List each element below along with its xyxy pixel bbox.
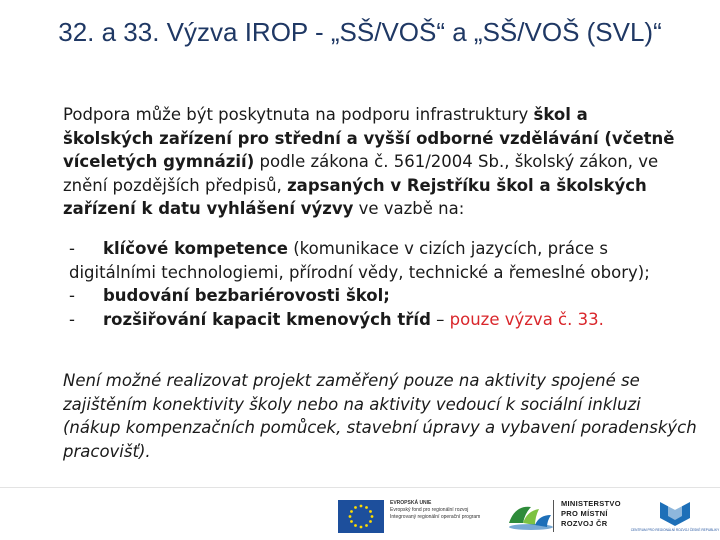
footer-logos (0, 490, 720, 540)
list-item-bold: klíčové kompetence (103, 239, 288, 258)
intro-bold-1: škol a školských zařízení pro střední a vyšší odborné vzdělávání (včetně víceletých gymnázií) (63, 105, 675, 171)
mmr-caption-line3: ROZVOJ ČR (561, 519, 608, 528)
list-item (63, 237, 683, 284)
list-item-text: (komunikace v cizích jazycích, práce s digitálními technologiemi, přírodní vědy, technické a řemeslné obory); (69, 239, 650, 282)
crr-logo-icon (630, 498, 720, 534)
list-item-red-note: pouze výzva č. 33. (449, 309, 604, 329)
eu-caption-line1: EVROPSKÁ UNIE (390, 500, 432, 506)
footer-divider (0, 487, 720, 488)
bullet-list (63, 237, 683, 331)
mmr-caption-line1: MINISTERSTVO (561, 499, 621, 508)
intro-text-3: ve vazbě na: (353, 199, 465, 218)
list-dash: - (69, 239, 75, 258)
mmr-caption (561, 499, 631, 529)
list-item (63, 308, 683, 332)
intro-paragraph (63, 103, 683, 221)
mmr-logo-icon (505, 499, 557, 533)
eu-flag-icon (338, 500, 384, 533)
crr-caption: CENTRUM PRO REGIONÁLNÍ ROZVOJ ČESKÉ REPUBLIKY (630, 528, 720, 532)
slide-title: 32. a 33. Výzva IROP - „SŠ/VOŠ“ a „SŠ/VOŠ (SVL)“ (58, 17, 662, 47)
note-paragraph: Není možné realizovat projekt zaměřený pouze na aktivity spojené se zajištěním konektivity školy nebo na aktivity vedoucí k sociální inkluzi (nákup kompenzačních pomůcek, stavební úpravy a vybavení poradenských pracovišť). (63, 371, 697, 461)
list-dash: - (69, 286, 75, 305)
eu-caption-line2: Evropský fond pro regionální rozvoj (390, 507, 469, 513)
intro-text-1: Podpora může být poskytnuta na podporu infrastruktury (63, 105, 534, 124)
eu-caption (390, 500, 500, 521)
list-item-text: – (430, 309, 450, 329)
intro-bold-2: zapsaných v Rejstříku škol a školských zařízení k datu vyhlášení výzvy (63, 175, 647, 218)
eu-caption-line3: Integrovaný regionální operační program (390, 514, 481, 520)
mmr-divider (553, 500, 554, 532)
list-item (63, 284, 683, 308)
list-item-bold: rozšiřování kapacit kmenových tříd (103, 309, 431, 329)
intro-text-2: podle zákona č. 561/2004 Sb., školský zákon, ve znění pozdějších předpisů, (63, 152, 659, 195)
list-dash: - (69, 309, 75, 329)
mmr-caption-line2: PRO MÍSTNÍ (561, 509, 608, 518)
list-item-bold: budování bezbariérovosti škol; (103, 286, 390, 305)
